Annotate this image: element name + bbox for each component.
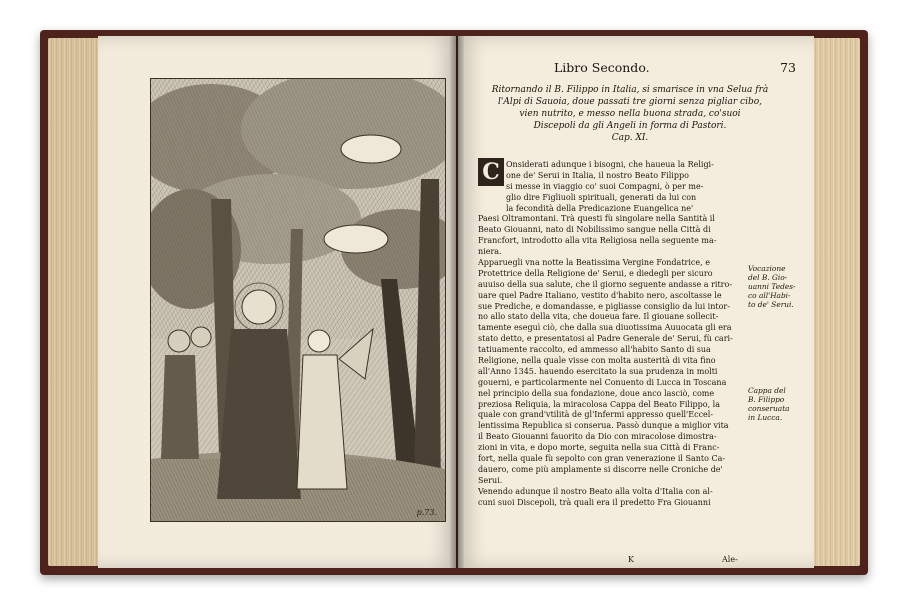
body-text-line: Serui.	[478, 475, 503, 485]
body-text-line: fort, nella quale fù sepolto con gran venerazione il Santo Ca-	[478, 454, 726, 464]
body-text-line: niera.	[478, 247, 502, 257]
body-text-line: la fecondità della Predicazione Euangelica ne'	[506, 203, 694, 213]
body-text-line: Onsiderati adunque i bisogni, che haueua la Religi-	[506, 160, 714, 169]
body-text-line: all'Anno 1345. hauendo esercitato la sua prudenza in molti	[478, 366, 718, 376]
body-text-line: tatiuamente raccolto, ed ammesso all'habito Santo di sua	[478, 345, 711, 355]
margin-note-line: uanni Tedes-	[748, 282, 796, 291]
signature-mark: K	[628, 555, 634, 564]
margin-note-line: to de' Serui.	[748, 300, 794, 309]
open-book	[40, 30, 868, 575]
body-text-line: cuni suoi Discepoli, trà quali era il predetto Fra Giouanni	[478, 497, 711, 507]
body-text-line: si messe in viaggio co' suoi Compagni, ò per me-	[506, 181, 704, 191]
chapter-title-line: Ritornando il B. Filippo in Italia, si smarisce in vna Selua frà	[491, 85, 769, 95]
body-text-line: auuiso della sua salute, che il giorno seguente andasse a ritro-	[478, 279, 733, 289]
margin-note-line: conseruata	[748, 404, 790, 413]
body-text-line: stato detto, e presentatosi al Padre Generale de' Serui, fù cari-	[478, 334, 733, 344]
body-text-line: Protettrice della Religione de' Serui, e diedegli per sicuro	[478, 268, 713, 278]
body-text-line: glio dire Figliuoli spirituali, generati da lui con	[506, 192, 697, 202]
body-text-line: no allo stato della vita, che doueua fare. Il giouane sollecit-	[478, 312, 719, 322]
body-text-line: Religione, nella quale visse con molta austerità di vita fino	[478, 356, 716, 366]
chapter-title-line: l'Alpi di Sauoia, doue passati tre giorni senza pigliar cibo,	[497, 97, 763, 107]
body-text-line: Francfort, introdotto alla vita Religiosa nella seguente ma-	[478, 236, 717, 246]
margin-note-line: del B. Gio-	[748, 273, 788, 282]
body-text-line: il Beato Giouanni fauorito da Dio con miracolose dimostra-	[478, 432, 717, 442]
running-head: Libro Secondo.	[554, 60, 650, 75]
drop-cap: C	[478, 158, 504, 186]
body-text-line: nel principio della sua fondazione, doue anco lasciò, come	[478, 388, 715, 398]
margin-note-line: Cappa del	[748, 386, 786, 395]
page-number: 73	[780, 60, 796, 75]
body-text-line: dauero, come più amplamente si discorre nelle Croniche de'	[478, 464, 723, 474]
body-text-line: Paesi Oltramontani. Trà questi fù singolare nella Santità il	[478, 214, 715, 224]
right-page	[458, 36, 814, 568]
chapter-title-line: Discepoli da gli Angeli in forma di Pastori.	[533, 121, 727, 131]
body-text-line: gouerni, e particolarmente nel Conuento di Lucca in Toscana	[478, 377, 727, 387]
margin-note-line: in Lucca.	[748, 413, 783, 422]
body-text-line: zioni in vita, e dopo morte, seguita nella sua Città di Franc-	[478, 443, 720, 453]
body-text	[478, 160, 742, 509]
body-text-line: Apparuegli vna notte la Beatissima Vergine Fondatrice, e	[478, 258, 710, 268]
margin-note-cappa	[748, 386, 804, 422]
margin-note-line: co all'Habi-	[748, 291, 791, 300]
book-gutter	[450, 36, 464, 568]
body-text-line: preziosa Reliquia, la miracolosa Cappa del Beato Filippo, la	[478, 399, 721, 409]
body-text-line: lentissima Republica si conserua. Passò dunque a miglior vita	[478, 421, 729, 431]
catchword: Ale-	[722, 555, 738, 564]
engraving-illustration	[151, 79, 445, 521]
margin-note-line: B. Filippo	[748, 395, 785, 404]
margin-note-vocazione	[748, 264, 804, 309]
body-text-line: tamente eseguì ciò, che dalla sua diuotissima Auuocata gli era	[478, 323, 732, 333]
body-text-line: Beato Giouanni, nato di Nobilissimo sangue nella Città di	[478, 225, 711, 235]
body-text-line: one de' Serui in Italia, il nostro Beato Filippo	[506, 170, 689, 180]
plate-mark: p.73.	[416, 508, 437, 517]
body-text-line: Venendo adunque il nostro Beato alla volta d'Italia con al-	[478, 486, 713, 496]
left-page	[98, 36, 456, 568]
chapter-title	[478, 84, 782, 144]
body-text-line: quale con grand'vtilità de gl'Infermi appresso quell'Eccel-	[478, 410, 714, 420]
chapter-title-line: vien nutrito, e messo nella buona strada, co'suoi	[519, 109, 741, 119]
page-header	[506, 60, 796, 78]
margin-note-line: Vocazione	[748, 264, 786, 273]
body-text-line: uare quel Padre Italiano, vestito d'habito nero, ascoltasse le	[478, 290, 722, 300]
body-text-line: sue Prediche, e domandasse, e pigliasse consiglio da lui intor-	[478, 301, 730, 311]
engraving-plate	[150, 78, 446, 522]
chapter-number: Cap. XI.	[611, 133, 649, 143]
